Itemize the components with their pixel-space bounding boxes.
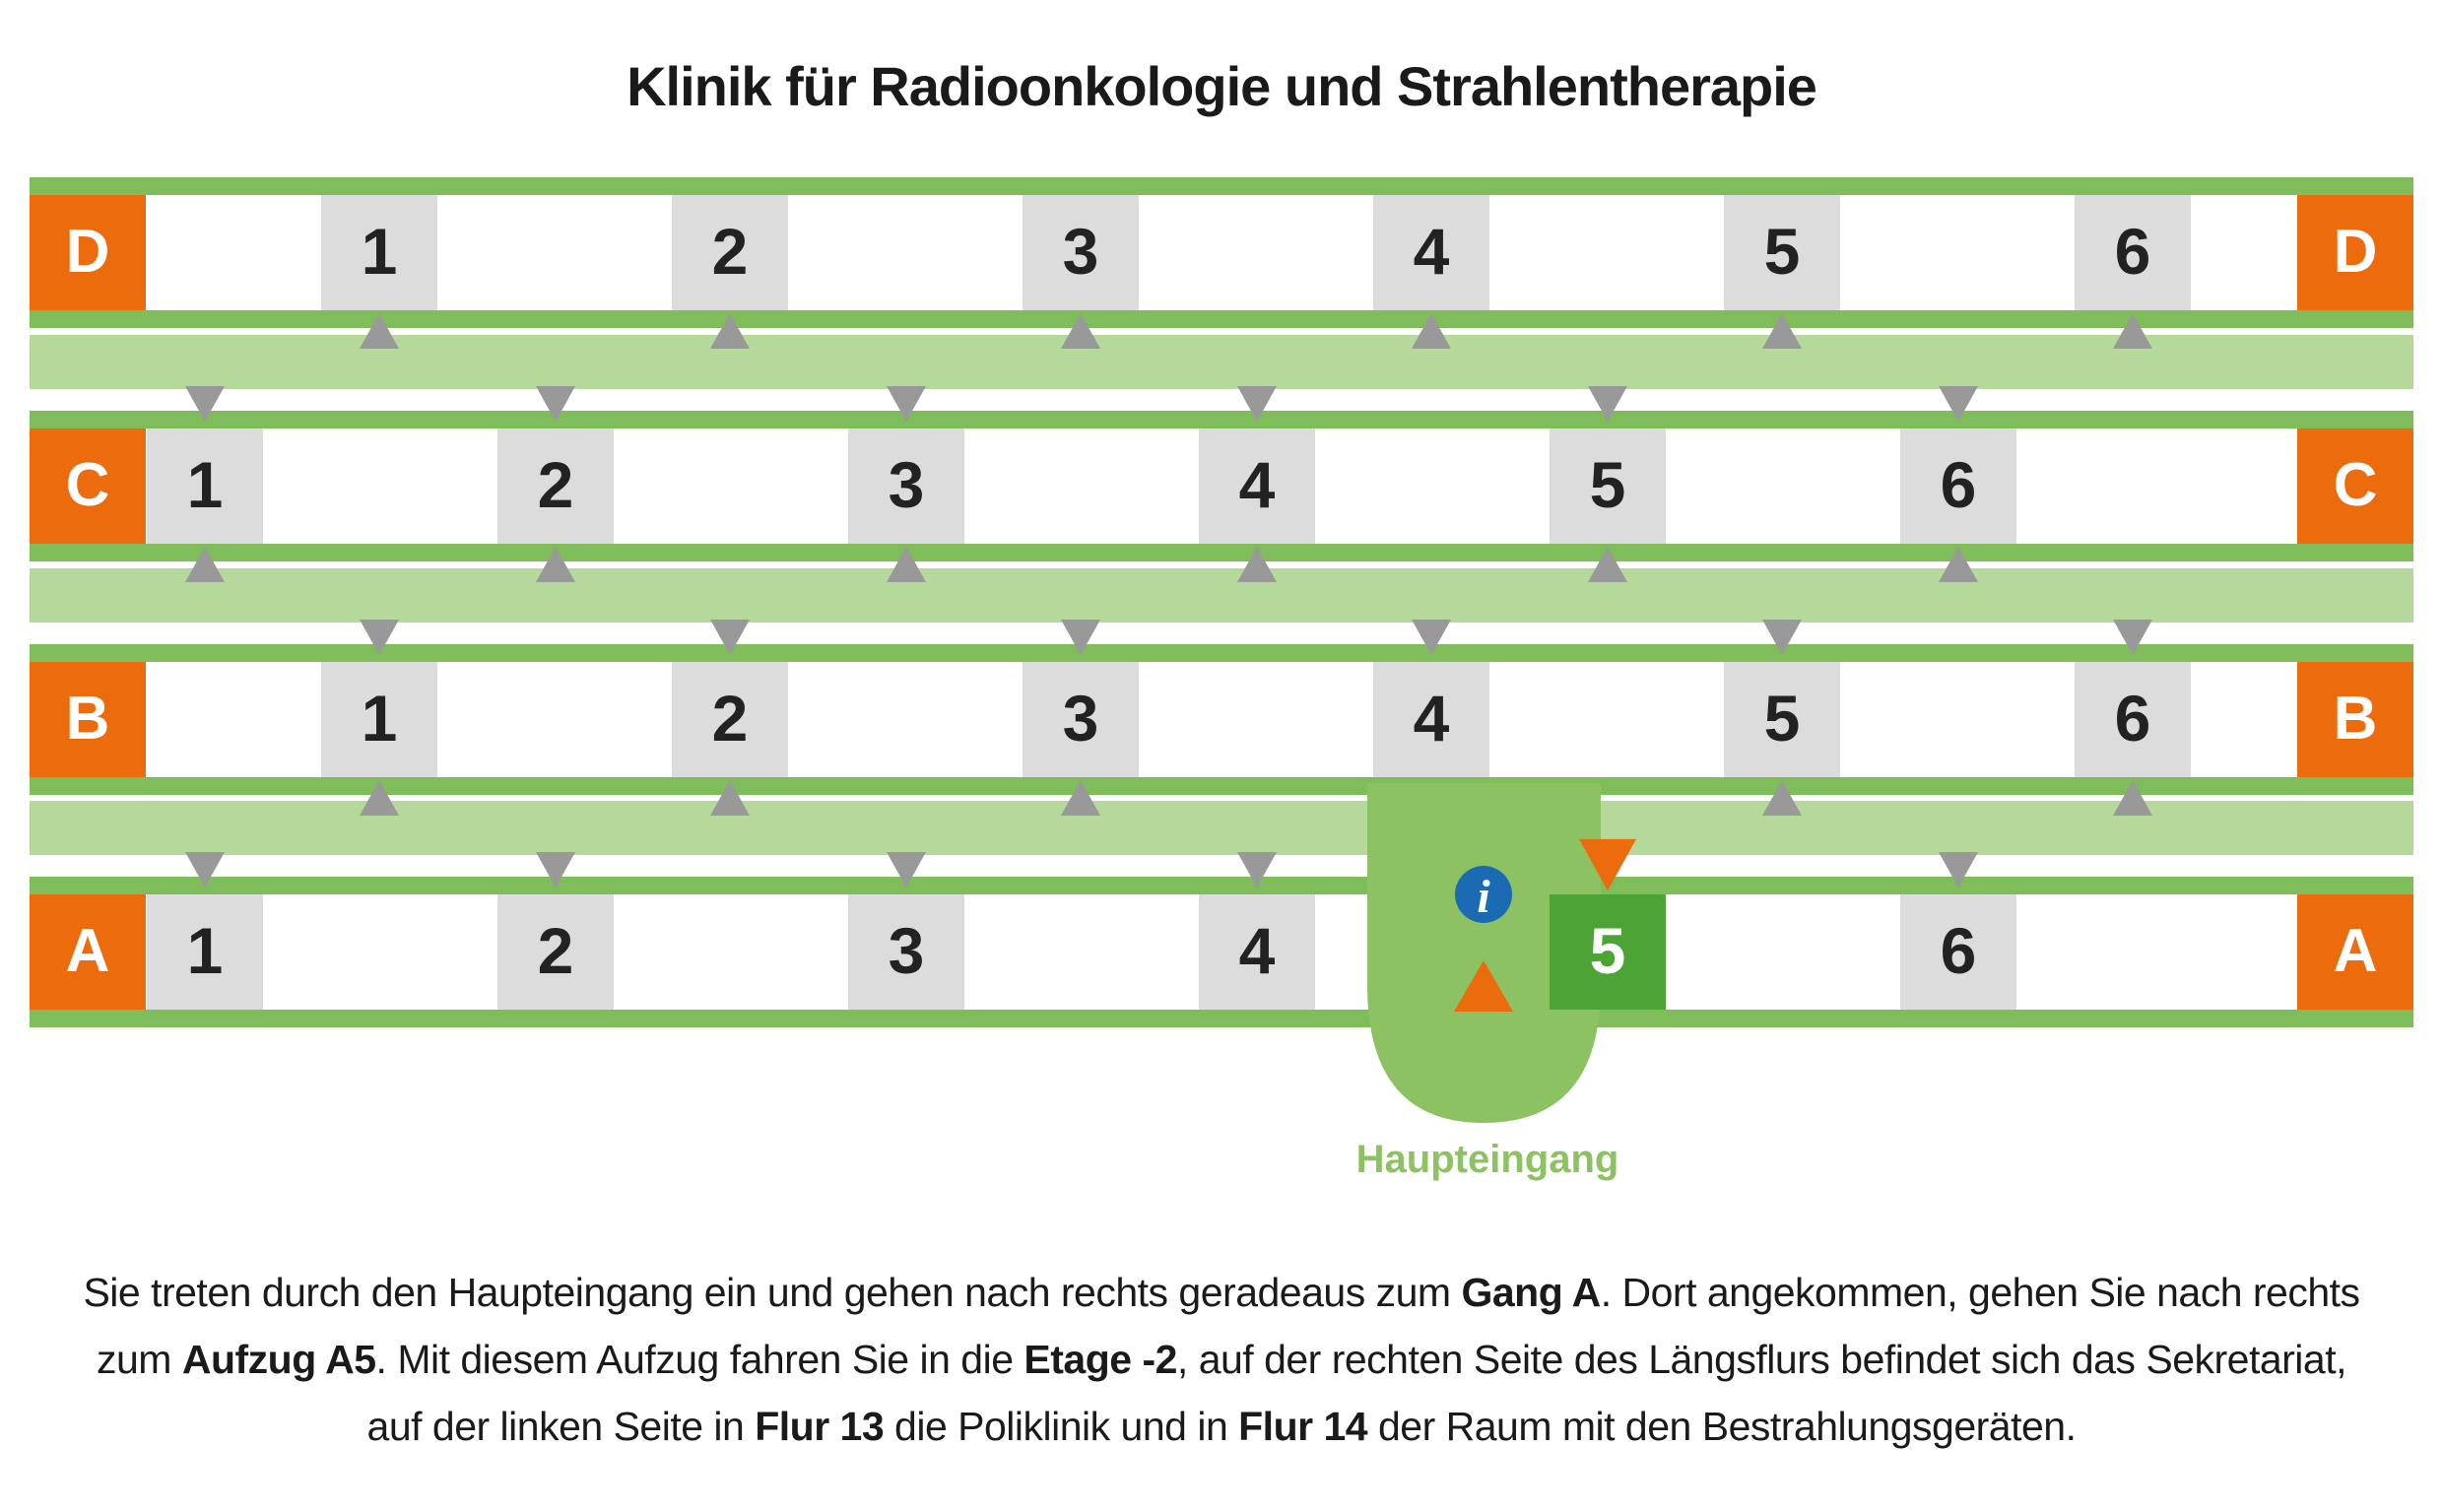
- corridor-c: [30, 428, 2413, 544]
- corridor-d: [30, 195, 2413, 310]
- info-icon-letter: i: [1477, 871, 1490, 923]
- corridor-wall: [30, 644, 2413, 662]
- room-number: 1: [361, 682, 398, 755]
- room-number: 5: [1763, 682, 1801, 755]
- room-number: 6: [1940, 448, 1977, 521]
- room-number: 2: [537, 448, 574, 521]
- corridor-label-left: D: [65, 218, 110, 286]
- room-number: 6: [2114, 215, 2151, 288]
- directions-text: [59, 1259, 2384, 1460]
- directions-line-2: zum Aufzug A5. Mit diesem Aufzug fahren Sie in die Etage -2, auf der rechten Seite des Längsflurs befindet sich das Sekretariat,: [96, 1337, 2346, 1382]
- room-number: 3: [888, 448, 925, 521]
- corridor-wall: [30, 411, 2413, 428]
- directions-line-3: auf der linken Seite in Flur 13 die Poliklinik und in Flur 14 der Raum mit den Bestrahlungsgeräten.: [366, 1404, 2077, 1449]
- room-number: 5: [1589, 448, 1626, 521]
- main-entrance-label: Haupteingang: [1355, 1138, 1619, 1181]
- corridor-wall: [30, 544, 2413, 561]
- elevator-highlight-number: 5: [1589, 914, 1626, 987]
- corridor-label-left: B: [65, 685, 110, 753]
- corridor-label-right: B: [2333, 685, 2378, 753]
- room-number: 6: [1940, 914, 1977, 987]
- room-number: 4: [1238, 448, 1276, 521]
- room-number: 1: [186, 914, 224, 987]
- outer-wall-top: [30, 177, 2413, 195]
- outer-wall-bottom: [30, 1010, 2413, 1027]
- room-number: 4: [1413, 682, 1450, 755]
- corridor-wall: [30, 310, 2413, 328]
- room-number: 4: [1413, 215, 1450, 288]
- room-number: 2: [711, 215, 749, 288]
- room-number: 5: [1763, 215, 1801, 288]
- corridor-label-right: C: [2333, 451, 2378, 519]
- room-number: 3: [1062, 682, 1099, 755]
- corridor-label-left: C: [65, 451, 110, 519]
- room-number: 1: [361, 215, 398, 288]
- corridor-label-right: D: [2333, 218, 2378, 286]
- directions-line-1: Sie treten durch den Haupteingang ein und gehen nach rechts geradeaus zum Gang A. Dort angekommen, gehen Sie nach rechts: [83, 1270, 2360, 1315]
- room-number: 4: [1238, 914, 1276, 987]
- corridor-label-left: A: [65, 917, 110, 985]
- corridor-b: [30, 662, 2413, 777]
- room-number: 6: [2114, 682, 2151, 755]
- corridor-a: [30, 894, 2413, 1010]
- page-title: Klinik für Radioonkologie und Strahlentherapie: [627, 55, 1816, 117]
- room-number: 1: [186, 448, 224, 521]
- corridor-wall: [30, 877, 2413, 894]
- room-number: 3: [1062, 215, 1099, 288]
- room-number: 2: [711, 682, 749, 755]
- corridor-label-right: A: [2333, 917, 2378, 985]
- connector-band: [30, 568, 2413, 623]
- corridor-wall: [30, 777, 2413, 795]
- room-number: 2: [537, 914, 574, 987]
- room-number: 3: [888, 914, 925, 987]
